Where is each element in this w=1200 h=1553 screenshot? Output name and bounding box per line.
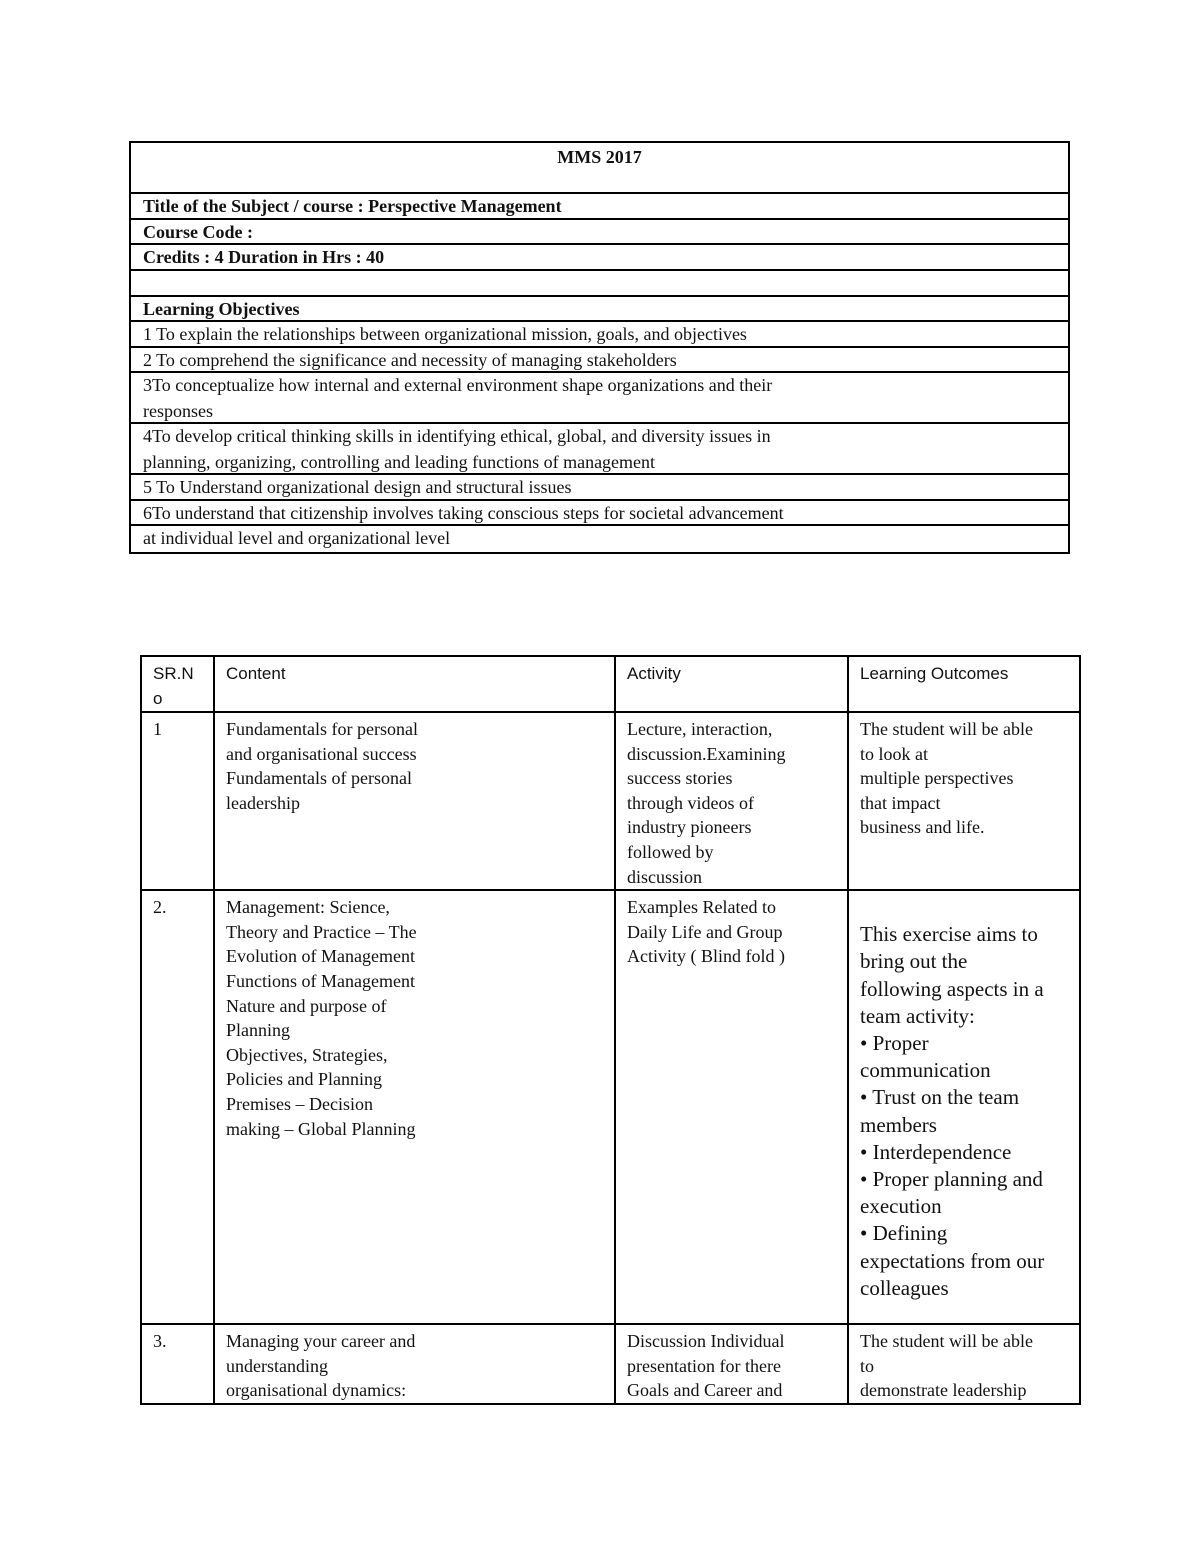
objective-4-cont: planning, organizing, controlling and leading functions of management [131, 450, 1068, 476]
course-info-table [129, 141, 1070, 554]
activity-line: presentation for there [627, 1355, 781, 1376]
outcome-line: following aspects in a [860, 976, 1044, 1001]
header-sr-line2: o [153, 689, 163, 708]
outcomes-cell [848, 712, 1080, 890]
content-cell [214, 890, 615, 1324]
table-row [141, 1324, 1080, 1404]
outcome-line: to [860, 1355, 875, 1376]
objective-6-cont: at individual level and organizational level [143, 528, 451, 548]
outcome-line: team activity: [860, 1003, 975, 1028]
activity-line: Activity ( Blind fold ) [627, 946, 785, 967]
content-line: Premises – Decision [226, 1093, 373, 1114]
content-line: Managing your career and [226, 1331, 416, 1352]
activity-line: success stories [627, 768, 733, 789]
activity-cell [615, 890, 848, 1324]
header-sr-line1: SR.N [153, 664, 194, 683]
header-learning-outcomes: Learning Outcomes [848, 656, 1080, 712]
outcome-bullet: • Defining [860, 1221, 948, 1246]
activity-line: through videos of [627, 792, 754, 813]
outcome-line: to look at [860, 743, 928, 764]
activity-line: industry pioneers [627, 817, 752, 838]
outcome-line: members [860, 1112, 937, 1137]
objective-6: 6To understand that citizenship involves taking conscious steps for societal advancement [131, 501, 1068, 527]
activity-line: followed by [627, 841, 714, 862]
activity-line: Examples Related to [627, 897, 776, 918]
content-line: Fundamentals for personal [226, 719, 418, 739]
content-line: Policies and Planning [226, 1069, 382, 1090]
content-line: and organisational success [226, 743, 417, 764]
activity-line: discussion [627, 866, 703, 887]
outcome-line: expectations from our [860, 1248, 1045, 1273]
content-line: understanding [226, 1355, 328, 1376]
outcome-line: business and life. [860, 817, 985, 838]
outcome-line: execution [860, 1194, 942, 1219]
table-row [141, 890, 1080, 1324]
content-line: Fundamentals of personal [226, 768, 412, 789]
outcome-line: multiple perspectives [860, 768, 1014, 789]
content-line: Theory and Practice – The [226, 921, 417, 942]
activity-line: Discussion Individual [627, 1331, 785, 1352]
outcome-line: The student will be able [860, 1331, 1033, 1352]
objective-5: 5 To Understand organizational design and structural issues [131, 475, 1068, 501]
objective-2: 2 To comprehend the significance and necessity of managing stakeholders [131, 348, 1068, 374]
content-line: Planning [226, 1020, 291, 1041]
syllabus-table [140, 655, 1081, 1405]
sr-cell: 1 [141, 712, 214, 890]
outcome-block [860, 895, 1069, 1302]
header-content: Content [214, 656, 615, 712]
objective-1: 1 To explain the relationships between organizational mission, goals, and objectives [131, 322, 1068, 348]
content-line: Functions of Management [226, 970, 415, 991]
content-line: making – Global Planning [226, 1118, 416, 1139]
content-line: Management: Science, [226, 897, 390, 918]
outcomes-cell [848, 1324, 1080, 1404]
activity-line: discussion.Examining [627, 743, 786, 764]
outcome-bullet: • Proper [860, 1030, 929, 1055]
outcome-line: communication [860, 1058, 991, 1083]
outcome-line: colleagues [860, 1275, 949, 1300]
sr-cell: 3. [141, 1324, 214, 1404]
content-line: Nature and purpose of [226, 995, 387, 1016]
outcome-bullet: • Interdependence [860, 1139, 1012, 1164]
objective-3-cont: responses [131, 399, 1068, 425]
credits-duration: Credits : 4 Duration in Hrs : 40 [131, 245, 1068, 271]
outcome-line: that impact [860, 792, 941, 813]
subject-title: Title of the Subject / course : Perspective Management [131, 194, 1068, 220]
document-title: MMS 2017 [131, 143, 1068, 194]
content-line: organisational dynamics: [226, 1380, 407, 1401]
outcomes-cell [848, 890, 1080, 1324]
outcome-line: The student will be able [860, 719, 1033, 739]
course-code: Course Code : [131, 220, 1068, 246]
content-line: Evolution of Management [226, 946, 415, 967]
outcome-line: demonstrate leadership [860, 1380, 1027, 1401]
outcome-line: bring out the [860, 949, 968, 974]
activity-line: Goals and Career and [627, 1380, 783, 1401]
content-line: leadership [226, 792, 300, 813]
outcome-bullet: • Proper planning and [860, 1166, 1043, 1191]
outcome-line: This exercise aims to [860, 922, 1038, 947]
content-cell [214, 1324, 615, 1404]
table-header-row [141, 656, 1080, 712]
activity-line: Daily Life and Group [627, 921, 783, 942]
content-cell [214, 712, 615, 890]
content-line: Objectives, Strategies, [226, 1044, 388, 1065]
activity-cell [615, 1324, 848, 1404]
outcome-bullet: • Trust on the team [860, 1085, 1020, 1110]
activity-cell [615, 712, 848, 890]
header-sr-no [141, 656, 214, 712]
table-row [141, 712, 1080, 890]
header-activity: Activity [615, 656, 848, 712]
activity-line: Lecture, interaction, [627, 719, 773, 739]
blank-row [131, 271, 1068, 297]
objective-4: 4To develop critical thinking skills in identifying ethical, global, and diversity issues in [143, 426, 771, 446]
objective-3: 3To conceptualize how internal and external environment shape organizations and their [143, 375, 773, 395]
sr-cell: 2. [141, 890, 214, 1324]
objectives-heading: Learning Objectives [131, 297, 1068, 323]
